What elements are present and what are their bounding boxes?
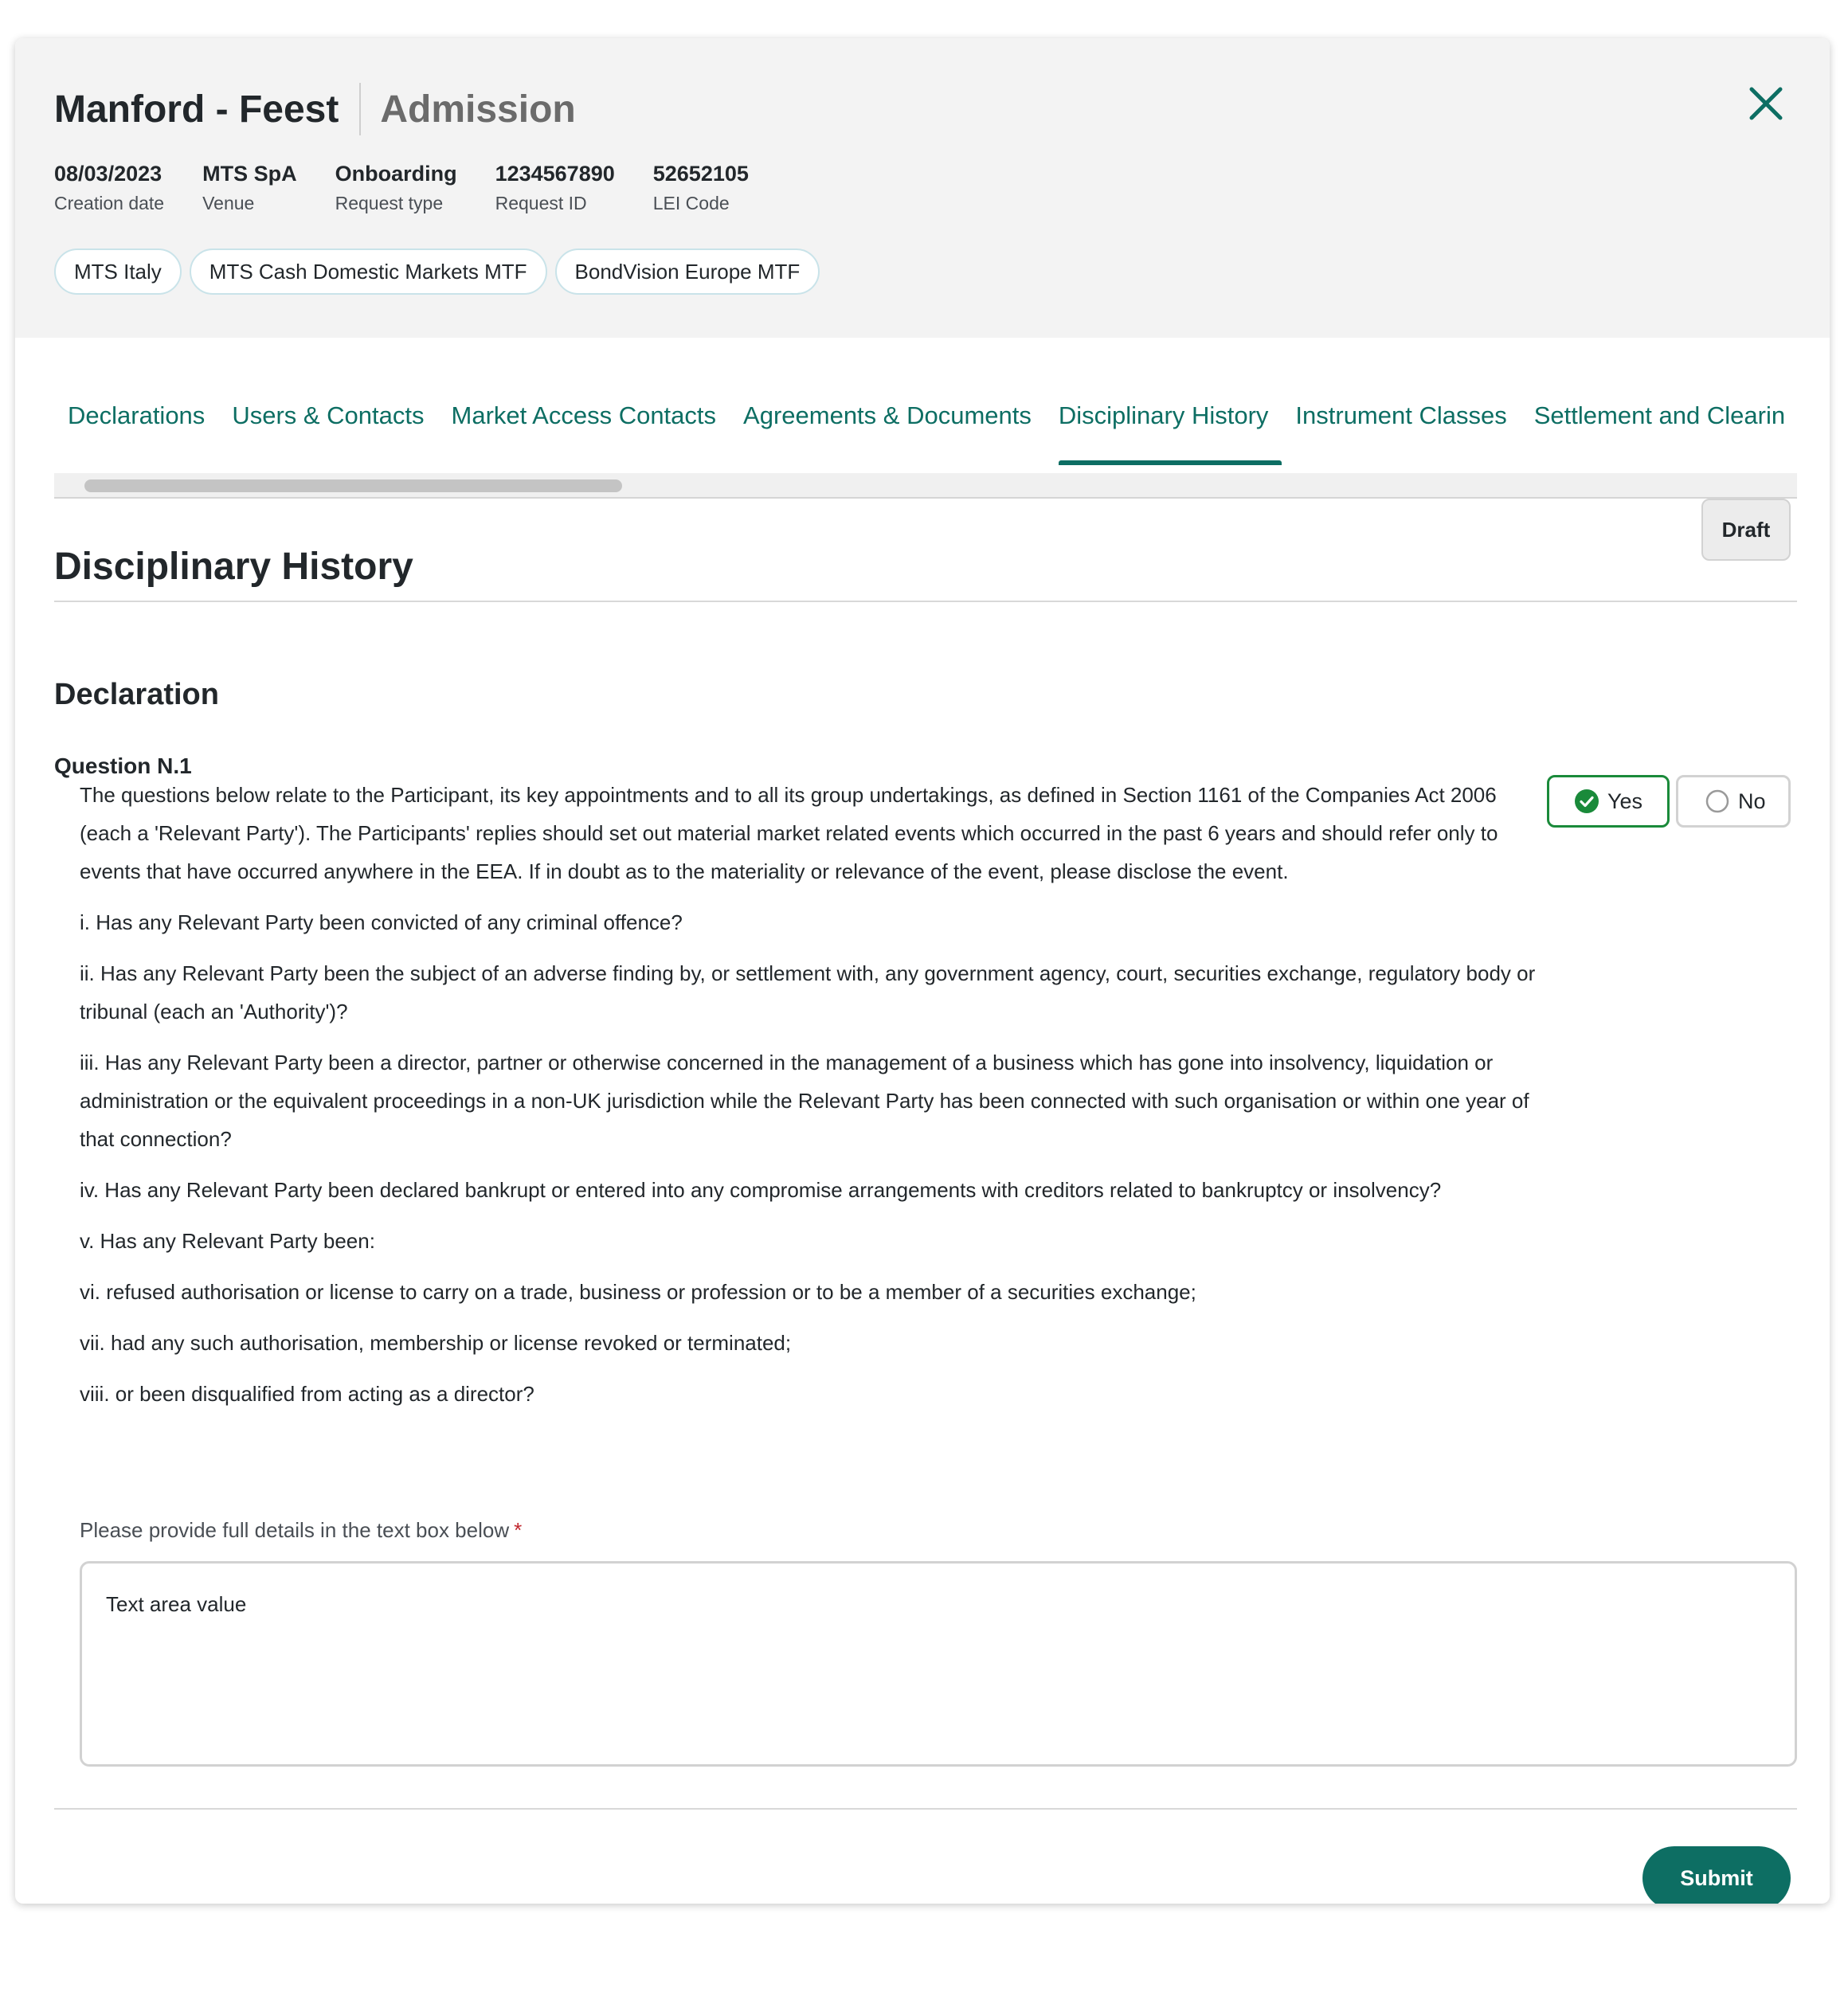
yes-radio[interactable] xyxy=(1547,775,1670,828)
admission-panel xyxy=(15,38,1830,1904)
yes-label: Yes xyxy=(1607,789,1643,813)
question-item: i. Has any Relevant Party been convicted of any criminal offence? xyxy=(80,910,683,934)
section-title: Declaration xyxy=(54,678,219,711)
tab-scrollbar[interactable] xyxy=(54,473,1797,499)
market-chip: MTS Cash Domestic Markets MTF xyxy=(190,249,547,295)
divider xyxy=(54,601,1797,602)
request-header xyxy=(15,38,1830,338)
request-meta xyxy=(54,159,787,214)
tab-agreements-documents[interactable]: Agreements & Documents xyxy=(743,401,1032,429)
meta-label: Venue xyxy=(202,193,255,213)
divider xyxy=(54,1808,1797,1810)
details-label-text: Please provide full details in the text box below xyxy=(80,1518,510,1542)
check-circle-icon xyxy=(1575,789,1599,813)
meta-value: 08/03/2023 xyxy=(54,162,162,186)
details-textarea[interactable]: Text area value xyxy=(80,1561,1797,1767)
title-divider xyxy=(359,83,361,135)
tab-market-access-contacts[interactable]: Market Access Contacts xyxy=(451,401,717,429)
radio-empty-icon xyxy=(1705,789,1729,813)
meta-value: Onboarding xyxy=(335,162,457,186)
meta-label: Request type xyxy=(335,193,444,213)
meta-label: Request ID xyxy=(495,193,587,213)
question-item: vii. had any such authorisation, membership or license revoked or terminated; xyxy=(80,1331,792,1355)
meta-venue xyxy=(202,159,297,214)
tab-declarations[interactable]: Declarations xyxy=(68,401,206,429)
question-item: iii. Has any Relevant Party been a director, partner or otherwise concerned in the management of a business which has gone into insolvency, liquidation or administration or the equivalent proceedings in a non-UK jurisdiction while the Relevant Party has been connected with such organisation or within one year of that connection? xyxy=(80,1051,1529,1151)
meta-request-id xyxy=(495,159,615,214)
meta-label: LEI Code xyxy=(652,193,730,213)
tab-scrollbar-thumb[interactable] xyxy=(84,479,622,492)
required-asterisk: * xyxy=(514,1518,523,1542)
question-intro: The questions below relate to the Participant, its key appointments and to all its group undertakings, as defined in Section 1161 of the Companies Act 2006 (each a 'Relevant Party'). The Participants' replies should set out material market related events which occurred in the past 6 years and should refer only to events that have occurred anywhere in the EEA. If in doubt as to the materiality or relevance of the event, please disclose the event. xyxy=(80,783,1498,883)
submit-button[interactable]: Submit xyxy=(1642,1846,1791,1904)
question-item: viii. or been disqualified from acting as a director? xyxy=(80,1382,534,1406)
question-item: ii. Has any Relevant Party been the subject of an adverse finding by, or settlement with, any government agency, court, securities exchange, regulatory body or tribunal (each an 'Authority')? xyxy=(80,961,1536,1023)
tab-users-contacts[interactable]: Users & Contacts xyxy=(232,401,425,429)
meta-request-type xyxy=(335,159,457,214)
close-icon[interactable] xyxy=(1745,83,1787,124)
draft-status-button[interactable]: Draft xyxy=(1701,499,1791,561)
question-item: iv. Has any Relevant Party been declared bankrupt or entered into any compromise arrangements with creditors related to bankruptcy or insolvency? xyxy=(80,1178,1442,1202)
section-name: Admission xyxy=(380,88,576,131)
market-chips xyxy=(54,249,828,295)
page-title: Disciplinary History xyxy=(54,546,413,588)
meta-label: Creation date xyxy=(54,193,165,213)
question-item: v. Has any Relevant Party been: xyxy=(80,1229,375,1253)
meta-value: 52652105 xyxy=(652,162,749,186)
question-title: Question N.1 xyxy=(54,753,192,778)
meta-value: 1234567890 xyxy=(495,162,615,186)
tab-instrument-classes[interactable]: Instrument Classes xyxy=(1295,401,1507,429)
question-text xyxy=(80,776,1545,1426)
no-radio[interactable] xyxy=(1676,775,1791,828)
no-label: No xyxy=(1738,789,1766,813)
tab-disciplinary-history[interactable]: Disciplinary History xyxy=(1045,381,1282,476)
tab-settlement-clearing[interactable]: Settlement and Clearin xyxy=(1533,401,1786,429)
entity-name: Manford - Feest xyxy=(54,88,339,131)
tab-bar xyxy=(54,381,1797,497)
meta-value: MTS SpA xyxy=(202,162,297,186)
meta-creation-date xyxy=(54,159,164,214)
market-chip: BondVision Europe MTF xyxy=(555,249,820,295)
tab-list xyxy=(54,381,1797,476)
meta-lei-code xyxy=(653,159,749,214)
question-item: vi. refused authorisation or license to carry on a trade, business or profession or to be a member of a securities exchange; xyxy=(80,1280,1196,1304)
market-chip: MTS Italy xyxy=(54,249,182,295)
yes-no-radio-group xyxy=(1547,775,1791,828)
details-label xyxy=(80,1518,522,1543)
title-row xyxy=(54,83,576,135)
